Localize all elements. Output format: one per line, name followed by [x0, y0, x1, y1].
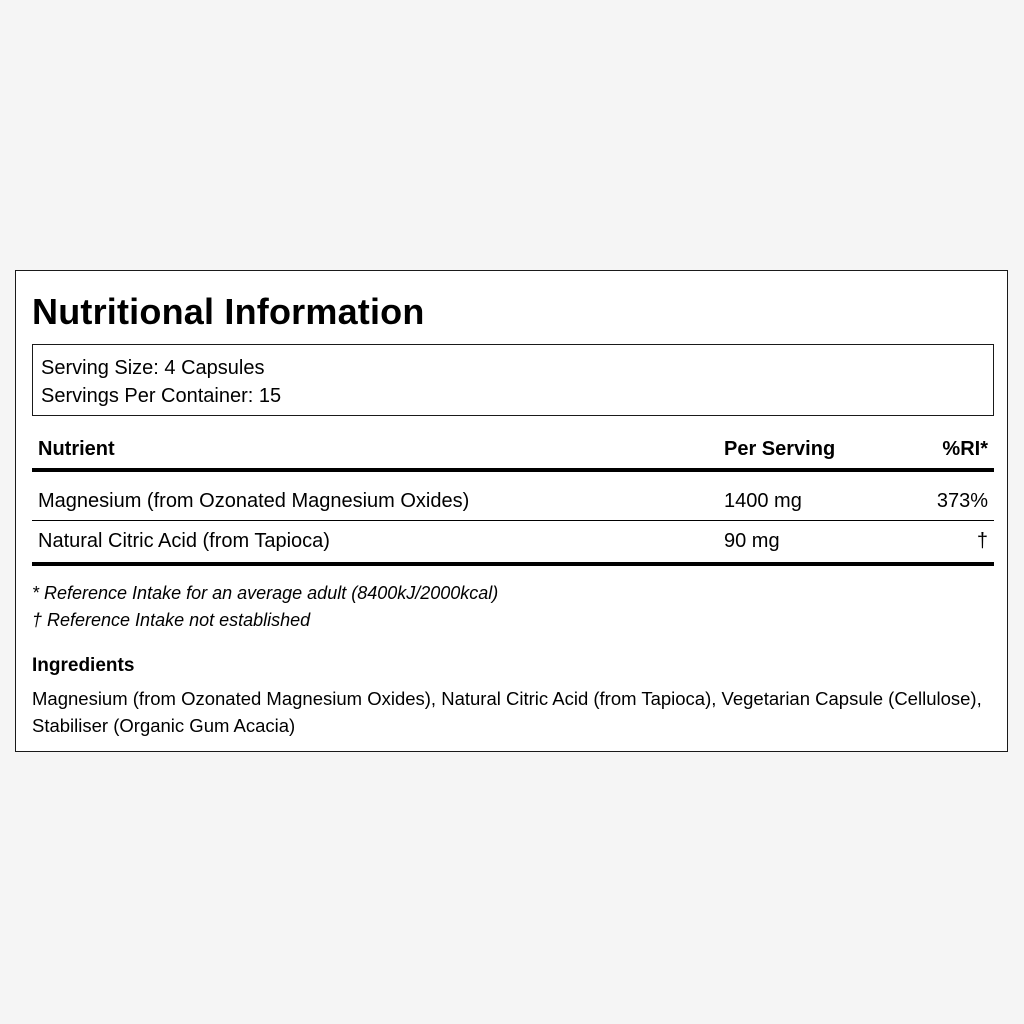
- nutrition-panel: [15, 270, 1008, 752]
- ingredients-heading: Ingredients: [32, 655, 135, 676]
- nutrient-amount: 90 mg: [724, 530, 780, 552]
- header-per-serving: Per Serving: [724, 438, 836, 460]
- header-ri: %RI*: [942, 438, 988, 460]
- serving-size: Serving Size: 4 Capsules: [41, 357, 265, 379]
- panel-title: Nutritional Information: [32, 291, 425, 332]
- nutrient-ri: †: [976, 530, 988, 552]
- header-nutrient: Nutrient: [38, 438, 115, 460]
- nutrient-amount: 1400 mg: [724, 490, 802, 512]
- footnotes: [32, 580, 498, 634]
- nutrient-table: [32, 431, 994, 566]
- nutrient-ri: 373%: [936, 490, 988, 512]
- serving-info-box: [32, 344, 994, 416]
- table-header-row: [32, 431, 994, 472]
- table-row: [32, 481, 994, 521]
- nutrient-name: Magnesium (from Ozonated Magnesium Oxides): [38, 490, 470, 512]
- footnote-dagger: † Reference Intake not established: [32, 610, 311, 630]
- table-row: [32, 521, 994, 566]
- nutrient-name: Natural Citric Acid (from Tapioca): [38, 530, 330, 552]
- servings-per-container: Servings Per Container: 15: [41, 385, 282, 407]
- footnote-ri: * Reference Intake for an average adult (8400kJ/2000kcal): [32, 583, 499, 603]
- ingredients-text: Magnesium (from Ozonated Magnesium Oxides), Natural Citric Acid (from Tapioca), Vegetarian Capsule (Cellulose), Stabiliser (Organic Gum Acacia): [32, 688, 982, 736]
